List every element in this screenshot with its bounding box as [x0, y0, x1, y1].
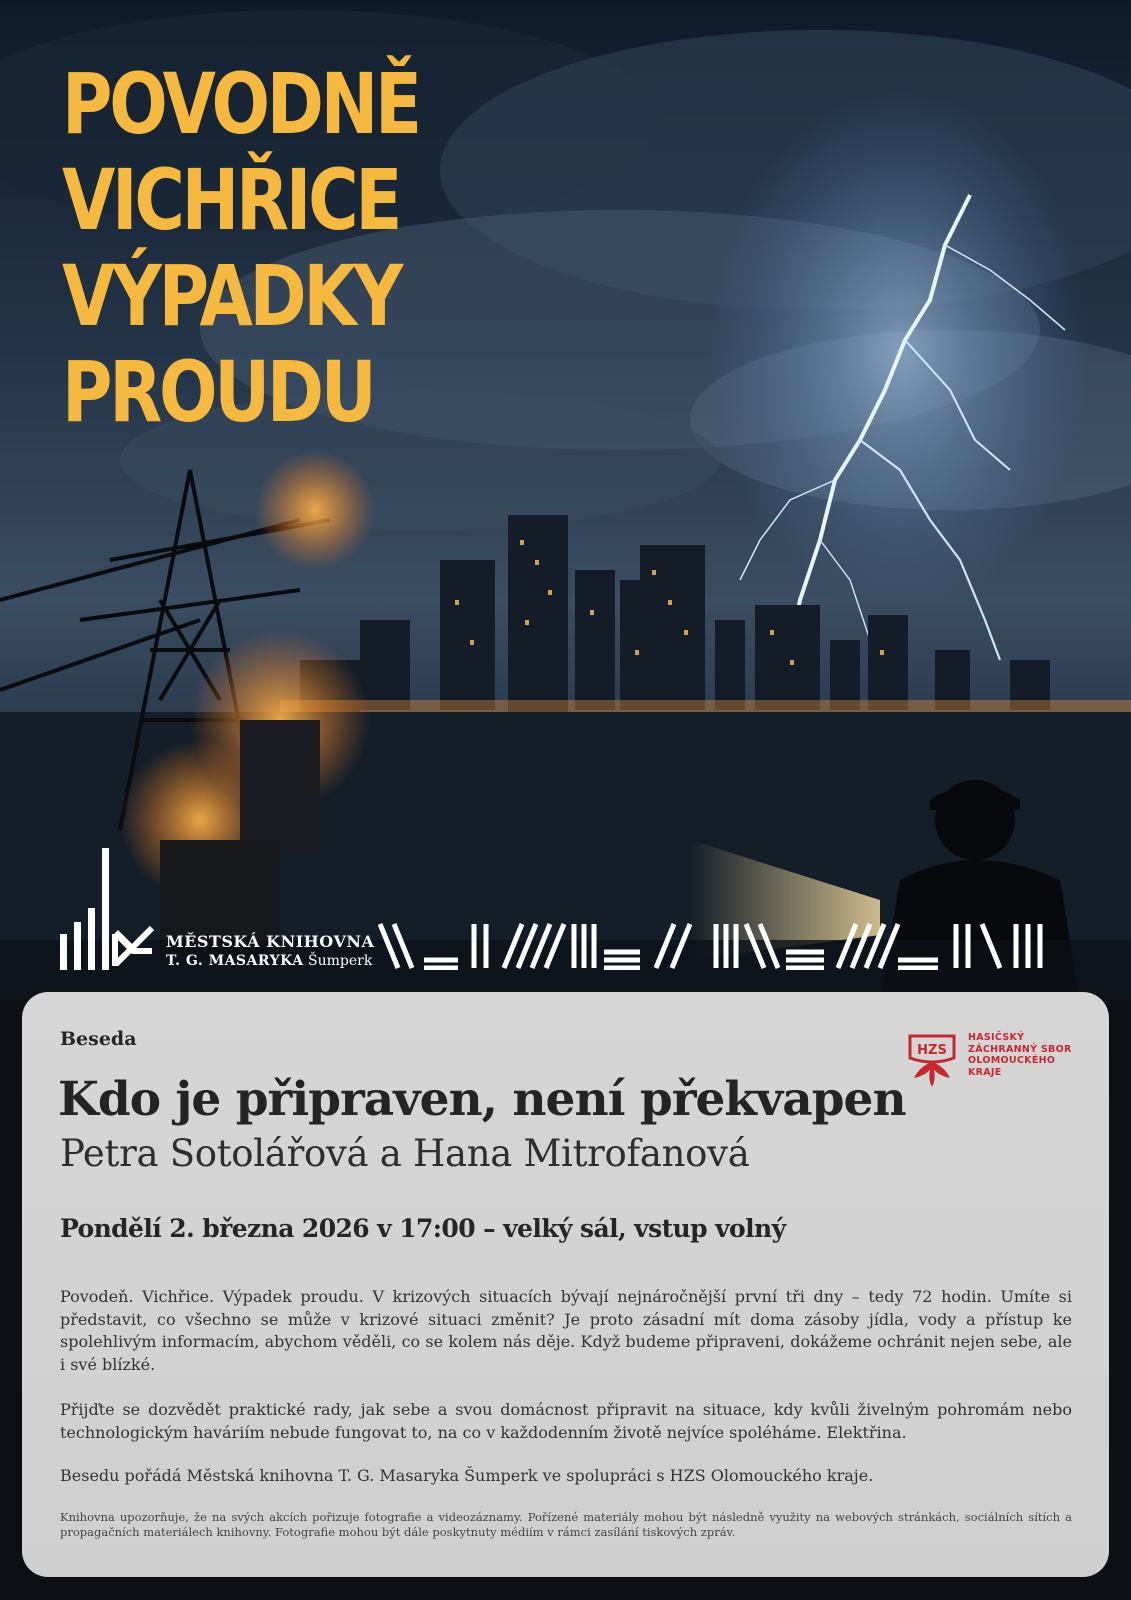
- library-logo: [58, 848, 378, 970]
- event-organizer-paragraph: Besedu pořádá Městská knihovna T. G. Masaryka Šumperk ve spolupráci s HZS Olomouckého kraje.: [60, 1466, 874, 1485]
- event-type: Beseda: [60, 1028, 137, 1050]
- event-title: Kdo je připraven, není překvapen: [58, 1072, 906, 1127]
- event-datetime: Pondělí 2. března 2026 v 17:00 – velký sál, vstup volný: [60, 1214, 786, 1243]
- partner-logo-line: HASIČSKÝ: [968, 1032, 1025, 1043]
- event-description-paragraph: Povodeň. Vichřice. Výpadek proudu. V krizových situacích bývají nejnáročnější první tři dny – tedy 72 hodin. Umíte si představit, co všechno se může v krizové situaci změnit? Je proto zásadní mít doma zásoby jídla, vody a přístup ke spolehlivým informacím, abychom věděli, co se kolem nás děje. Když budeme připraveni, dokážeme ochránit nejen sebe, ale i své blízké.: [60, 1287, 1072, 1374]
- hzs-badge-text: HZS: [917, 1043, 947, 1058]
- photo-disclaimer: Knihovna upozorňuje, že na svých akcích pořizuje fotografie a videozáznamy. Pořízené materiály mohou být následně využity na webových stránkách, sociálních sítích a propagačních materiálech knihovny. Fotografie mohou být dále poskytnuty médiím v rámci zasílání tiskových zpráv.: [60, 1510, 1072, 1539]
- event-info-card: [22, 992, 1109, 1577]
- headline: [62, 56, 419, 440]
- event-speakers: Petra Sotolářová a Hana Mitrofanová: [60, 1132, 750, 1175]
- library-logo-name: MĚSTSKÁ KNIHOVNA: [166, 932, 375, 951]
- event-description-paragraph: Přijďte se dozvědět praktické rady, jak sebe a svou domácnost připravit na situace, kdy kvůli živelným pohromám nebo technologickým haváriím nebude fungovat to, na co v každodenním životě nejvíce spoléháme. Elektřina.: [60, 1400, 1072, 1442]
- partner-logo: [902, 1032, 1082, 1088]
- decorative-stripe-pattern: [378, 922, 1078, 970]
- headline-line: VICHŘICE: [62, 151, 400, 249]
- partner-logo-line: KRAJE: [968, 1066, 1002, 1078]
- headline-line: POVODNĚ: [62, 55, 419, 153]
- partner-logo-line: OLOMOUCKÉHO: [968, 1055, 1056, 1066]
- partner-logo-line: ZÁCHRANNÝ SBOR: [968, 1043, 1072, 1055]
- headline-line: PROUDU: [62, 343, 374, 441]
- headline-line: VÝPADKY: [62, 247, 401, 345]
- hzs-emblem-icon: [902, 1032, 962, 1088]
- library-logo-subname: T. G. MASARYKA: [166, 953, 304, 969]
- library-logo-icon: [58, 848, 158, 970]
- library-logo-town: Šumperk: [308, 953, 373, 969]
